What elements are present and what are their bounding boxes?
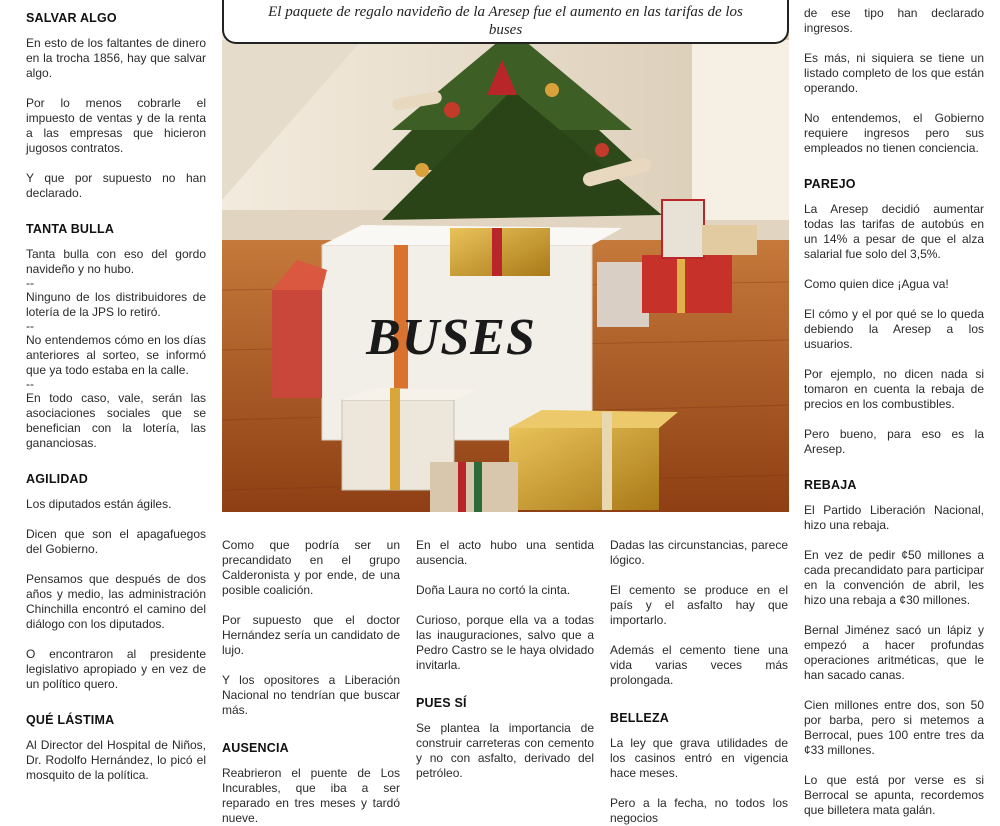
- paragraph: Como que podría ser un precandidato en el grupo Calderonista y por ende, de una posible coalición.: [222, 538, 400, 597]
- paragraph: O encontraron al presidente legislativo apropiado y en vez de un político quero.: [26, 647, 206, 691]
- paragraph: Dicen que son el apagafuegos del Gobierno.: [26, 527, 206, 556]
- section-que-lastima: [26, 712, 206, 783]
- list-item: Tanta bulla con eso del gordo navideño y no hubo.: [26, 247, 206, 276]
- box-label: BUSES: [366, 309, 536, 366]
- paragraph: Además el cemento tiene una vida varias veces más prolongada.: [610, 643, 788, 687]
- paragraph: En esto de los faltantes de dinero en la trocha 1856, hay que salvar algo.: [26, 36, 206, 80]
- section-heading: AUSENCIA: [222, 741, 289, 755]
- paragraph: Es más, ni siquiera se tiene un listado completo de los que están operando.: [804, 51, 984, 95]
- paragraph: La Aresep decidió aumentar todas las tarifas de autobús en un 14% a pesar de que el alza salarial fue solo del 3,5%.: [804, 202, 984, 261]
- bottom-column-2: [416, 538, 594, 797]
- section-parejo: [804, 176, 984, 457]
- paragraph: Y que por supuesto no han declarado.: [26, 171, 206, 200]
- paragraph: El Partido Liberación Nacional, hizo una rebaja.: [804, 503, 984, 532]
- paragraph: Por lo menos cobrarle el impuesto de ventas y de la renta a las empresas que hicieron jugosos contratos.: [26, 96, 206, 155]
- section-heading: TANTA BULLA: [26, 222, 115, 236]
- paragraph: Pero a la fecha, no todos los negocios: [610, 796, 788, 825]
- bottom-column-1: [222, 538, 400, 825]
- item-list: [26, 247, 206, 451]
- list-item: No entendemos cómo en los días anteriores al sorteo, se informó que ya todo estaba en la calle.: [26, 333, 206, 377]
- paragraph: El cómo y el por qué se lo queda debiendo la Aresep a los usuarios.: [804, 307, 984, 351]
- paragraph: El cemento se produce en el país y el asfalto hay que importarlo.: [610, 583, 788, 627]
- paragraph: Pero bueno, para eso es la Aresep.: [804, 427, 984, 456]
- paragraph: Dadas las circunstancias, parece lógico.: [610, 538, 788, 567]
- photo-caption: El paquete de regalo navideño de la Aresep fue el aumento en las tarifas de los buses: [222, 0, 789, 44]
- paragraph: Pensamos que después de dos años y medio, las administración Chinchilla encontró el camino del diálogo con los diputados.: [26, 572, 206, 631]
- section-heading: REBAJA: [804, 478, 857, 492]
- list-item: En todo caso, vale, serán las asociaciones sociales que se benefician con la lotería, las gananciosas.: [26, 391, 206, 450]
- section-agilidad: [26, 471, 206, 692]
- paragraph: de ese tipo han declarado ingresos.: [804, 6, 984, 35]
- photo-illustration: [222, 0, 789, 512]
- section-heading: PAREJO: [804, 177, 856, 191]
- section-heading: AGILIDAD: [26, 472, 89, 486]
- section-heading: BELLEZA: [610, 711, 670, 725]
- paragraph: En el acto hubo una sentida ausencia.: [416, 538, 594, 567]
- section-heading: QUÉ LÁSTIMA: [26, 713, 115, 727]
- paragraph: Curioso, porque ella va a todas las inauguraciones, salvo que a Pedro Castro se le haya olvidado invitarla.: [416, 613, 594, 672]
- paragraph: Como quien dice ¡Agua va!: [804, 277, 949, 291]
- paragraph: Doña Laura no cortó la cinta.: [416, 583, 571, 597]
- section-tanta-bulla: [26, 221, 206, 451]
- paragraph: Al Director del Hospital de Niños, Dr. Rodolfo Hernández, lo picó el mosquito de la política.: [26, 738, 206, 782]
- paragraph: Lo que está por verse es si Berrocal se apunta, recordemos que billetera mata galán.: [804, 773, 984, 817]
- section-salvar-algo: [26, 10, 206, 201]
- paragraph: Reabrieron el puente de Los Incurables, que iba a ser reparado en tres meses y tardó nueve.: [222, 766, 400, 825]
- paragraph: Y los opositores a Liberación Nacional no tendrían que buscar más.: [222, 673, 400, 717]
- separator: --: [26, 276, 34, 290]
- section-heading: SALVAR ALGO: [26, 11, 117, 25]
- section-rebaja: [804, 477, 984, 818]
- paragraph: Los diputados están ágiles.: [26, 497, 172, 511]
- paragraph: No entendemos, el Gobierno requiere ingresos pero sus empleados no tienen conciencia.: [804, 111, 984, 155]
- separator: --: [26, 319, 34, 333]
- list-item: Ninguno de los distribuidores de lotería de la JPS lo retiró.: [26, 290, 206, 319]
- continued-text: [804, 6, 984, 156]
- separator: --: [26, 377, 34, 391]
- paragraph: Cien millones entre dos, son 50 por barba, pero si metemos a Berrocal, pues 100 entre tres da ¢33 millones.: [804, 698, 984, 757]
- paragraph: La ley que grava utilidades de los casinos entró en vigencia hace meses.: [610, 736, 788, 780]
- paragraph: Bernal Jiménez sacó un lápiz y empezó a hacer profundas operaciones aritméticas, que le han sacado canas.: [804, 623, 984, 682]
- left-column: [26, 6, 206, 797]
- paragraph: Se plantea la importancia de construir carreteras con cemento y no con asfalto, derivado del petróleo.: [416, 721, 594, 780]
- paragraph: Por supuesto que el doctor Hernández sería un candidato de lujo.: [222, 613, 400, 657]
- bottom-column-3: [610, 538, 788, 825]
- paragraph: Por ejemplo, no dicen nada si tomaron en cuenta la rebaja de precios en los combustibles.: [804, 367, 984, 411]
- section-heading: PUES SÍ: [416, 696, 467, 710]
- paragraph: En vez de pedir ¢50 millones a cada precandidato para participar en la convención de abril, les hizo una rebaja a ¢30 millones.: [804, 548, 984, 607]
- right-column: [804, 6, 984, 817]
- christmas-gifts-photo: [222, 0, 789, 512]
